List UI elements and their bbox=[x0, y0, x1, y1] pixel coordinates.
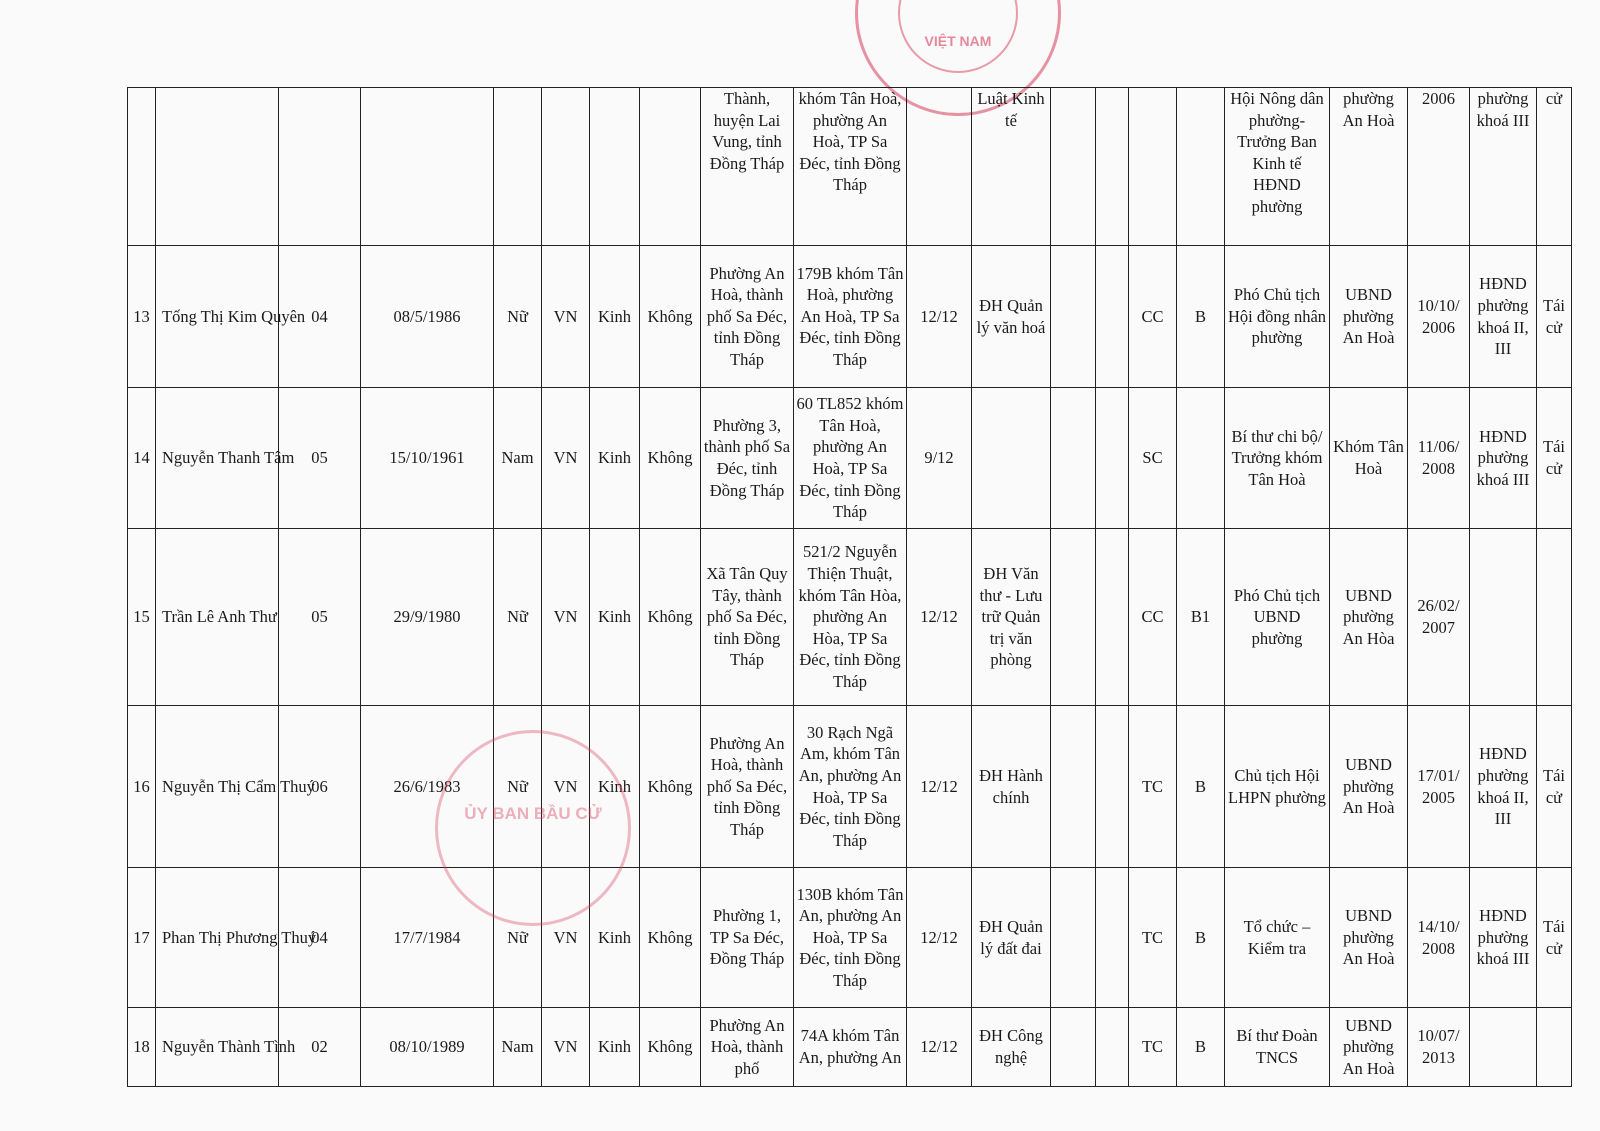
cell-nationality: VN bbox=[542, 706, 590, 868]
cell-specialty: ĐH Công nghệ bbox=[972, 1008, 1051, 1087]
candidate-table bbox=[127, 87, 1572, 1087]
cell-residence: 179B khóm Tân Hoà, phường An Hoà, TP Sa Đéc, tỉnh Đồng Tháp bbox=[794, 246, 907, 388]
cell-code: 05 bbox=[279, 529, 361, 706]
cell-stt: 16 bbox=[128, 706, 156, 868]
cell-political bbox=[1129, 88, 1177, 246]
cell-party-date: 14/10/ 2008 bbox=[1408, 868, 1470, 1008]
cell-name bbox=[156, 88, 279, 246]
cell-political: CC bbox=[1129, 246, 1177, 388]
cell-dob: 29/9/1980 bbox=[361, 529, 494, 706]
cell-ethnicity: Kinh bbox=[590, 388, 640, 529]
cell-hometown: Phường An Hoà, thành phố Sa Đéc, tỉnh Đồng Tháp bbox=[701, 706, 794, 868]
cell-name: Tống Thị Kim Quyên bbox=[156, 246, 279, 388]
cell-col-c bbox=[1051, 246, 1096, 388]
seal-text: VIỆT NAM bbox=[924, 33, 992, 49]
cell-col-c bbox=[1051, 388, 1096, 529]
cell-council: HĐND phường khoá III bbox=[1470, 388, 1537, 529]
cell-position: Hội Nông dân phường- Trưởng Ban Kinh tế HĐND phường bbox=[1225, 88, 1330, 246]
cell-stt bbox=[128, 88, 156, 246]
cell-code bbox=[279, 88, 361, 246]
cell-gender: Nữ bbox=[494, 868, 542, 1008]
cell-ethnicity: Kinh bbox=[590, 1008, 640, 1087]
cell-religion: Không bbox=[640, 868, 701, 1008]
cell-code: 02 bbox=[279, 1008, 361, 1087]
cell-col-c bbox=[1051, 868, 1096, 1008]
cell-council: HĐND phường khoá III bbox=[1470, 868, 1537, 1008]
cell-hometown: Phường An Hoà, thành phố Sa Đéc, tỉnh Đồng Tháp bbox=[701, 246, 794, 388]
cell-residence: 74A khóm Tân An, phường An bbox=[794, 1008, 907, 1087]
cell-col-d bbox=[1096, 246, 1129, 388]
cell-specialty: ĐH Hành chính bbox=[972, 706, 1051, 868]
cell-name: Nguyễn Thanh Tâm bbox=[156, 388, 279, 529]
cell-religion: Không bbox=[640, 529, 701, 706]
cell-col-c bbox=[1051, 88, 1096, 246]
cell-name: Nguyễn Thành Tình bbox=[156, 1008, 279, 1087]
cell-ethnicity: Kinh bbox=[590, 706, 640, 868]
cell-gender bbox=[494, 88, 542, 246]
cell-note: Tái cử bbox=[1537, 246, 1572, 388]
cell-gender: Nam bbox=[494, 388, 542, 529]
cell-council: HĐND phường khoá II, III bbox=[1470, 246, 1537, 388]
cell-nationality: VN bbox=[542, 388, 590, 529]
cell-council bbox=[1470, 529, 1537, 706]
cell-party-date: 10/07/ 2013 bbox=[1408, 1008, 1470, 1087]
cell-ethnicity: Kinh bbox=[590, 868, 640, 1008]
cell-dob: 08/10/1989 bbox=[361, 1008, 494, 1087]
cell-political: TC bbox=[1129, 1008, 1177, 1087]
cell-religion: Không bbox=[640, 1008, 701, 1087]
cell-workplace: Khóm Tân Hoà bbox=[1330, 388, 1408, 529]
cell-stt: 18 bbox=[128, 1008, 156, 1087]
cell-language: B bbox=[1177, 1008, 1225, 1087]
cell-religion: Không bbox=[640, 246, 701, 388]
cell-specialty bbox=[972, 388, 1051, 529]
cell-stt: 17 bbox=[128, 868, 156, 1008]
cell-council bbox=[1470, 1008, 1537, 1087]
cell-code: 06 bbox=[279, 706, 361, 868]
table-row bbox=[128, 246, 1572, 388]
cell-position: Chủ tịch Hội LHPN phường bbox=[1225, 706, 1330, 868]
cell-stt: 14 bbox=[128, 388, 156, 529]
cell-specialty: Luật Kinh tế bbox=[972, 88, 1051, 246]
cell-political: TC bbox=[1129, 706, 1177, 868]
cell-code: 04 bbox=[279, 246, 361, 388]
cell-language: B bbox=[1177, 868, 1225, 1008]
table-row bbox=[128, 388, 1572, 529]
cell-hometown: Phường 3, thành phố Sa Đéc, tỉnh Đồng Tháp bbox=[701, 388, 794, 529]
cell-gender: Nữ bbox=[494, 706, 542, 868]
cell-political: TC bbox=[1129, 868, 1177, 1008]
cell-nationality: VN bbox=[542, 529, 590, 706]
cell-general-edu: 9/12 bbox=[907, 388, 972, 529]
cell-col-d bbox=[1096, 1008, 1129, 1087]
cell-note bbox=[1537, 1008, 1572, 1087]
cell-note: Tái cử bbox=[1537, 868, 1572, 1008]
cell-stt: 15 bbox=[128, 529, 156, 706]
cell-stt: 13 bbox=[128, 246, 156, 388]
cell-language: B bbox=[1177, 246, 1225, 388]
cell-nationality bbox=[542, 88, 590, 246]
cell-residence: khóm Tân Hoà, phường An Hoà, TP Sa Đéc, tỉnh Đồng Tháp bbox=[794, 88, 907, 246]
cell-dob: 17/7/1984 bbox=[361, 868, 494, 1008]
cell-col-d bbox=[1096, 529, 1129, 706]
cell-workplace: UBND phường An Hòa bbox=[1330, 529, 1408, 706]
cell-party-date: 26/02/ 2007 bbox=[1408, 529, 1470, 706]
cell-col-d bbox=[1096, 706, 1129, 868]
cell-gender: Nam bbox=[494, 1008, 542, 1087]
cell-religion bbox=[640, 88, 701, 246]
table-row bbox=[128, 706, 1572, 868]
cell-col-d bbox=[1096, 88, 1129, 246]
cell-political: SC bbox=[1129, 388, 1177, 529]
cell-position: Bí thư chi bộ/ Trưởng khóm Tân Hoà bbox=[1225, 388, 1330, 529]
cell-residence: 130B khóm Tân An, phường An Hoà, TP Sa Đéc, tỉnh Đồng Tháp bbox=[794, 868, 907, 1008]
cell-hometown: Phường 1, TP Sa Đéc, Đồng Tháp bbox=[701, 868, 794, 1008]
cell-party-date: 17/01/ 2005 bbox=[1408, 706, 1470, 868]
table-row bbox=[128, 1008, 1572, 1087]
cell-general-edu: 12/12 bbox=[907, 868, 972, 1008]
cell-name: Nguyễn Thị Cẩm Thuý bbox=[156, 706, 279, 868]
cell-name: Phan Thị Phương Thuý bbox=[156, 868, 279, 1008]
table-row bbox=[128, 529, 1572, 706]
cell-gender: Nữ bbox=[494, 529, 542, 706]
cell-language bbox=[1177, 388, 1225, 529]
cell-specialty: ĐH Văn thư - Lưu trữ Quản trị văn phòng bbox=[972, 529, 1051, 706]
cell-ethnicity: Kinh bbox=[590, 529, 640, 706]
cell-council: HĐND phường khoá II, III bbox=[1470, 706, 1537, 868]
cell-note bbox=[1537, 529, 1572, 706]
cell-ethnicity bbox=[590, 88, 640, 246]
cell-residence: 60 TL852 khóm Tân Hoà, phường An Hoà, TP Sa Đéc, tỉnh Đồng Tháp bbox=[794, 388, 907, 529]
cell-party-date: 11/06/ 2008 bbox=[1408, 388, 1470, 529]
cell-col-c bbox=[1051, 706, 1096, 868]
cell-gender: Nữ bbox=[494, 246, 542, 388]
cell-col-d bbox=[1096, 388, 1129, 529]
cell-note: Tái cử bbox=[1537, 388, 1572, 529]
cell-note: cử bbox=[1537, 88, 1572, 246]
table-row bbox=[128, 868, 1572, 1008]
cell-hometown: Phường An Hoà, thành phố bbox=[701, 1008, 794, 1087]
cell-general-edu: 12/12 bbox=[907, 1008, 972, 1087]
cell-col-c bbox=[1051, 529, 1096, 706]
cell-dob: 26/6/1983 bbox=[361, 706, 494, 868]
cell-language: B1 bbox=[1177, 529, 1225, 706]
cell-position: Bí thư Đoàn TNCS bbox=[1225, 1008, 1330, 1087]
cell-dob: 08/5/1986 bbox=[361, 246, 494, 388]
seal-text: ỦY BAN BẦU CỬ bbox=[464, 804, 602, 823]
cell-nationality: VN bbox=[542, 1008, 590, 1087]
cell-workplace: UBND phường An Hoà bbox=[1330, 1008, 1408, 1087]
table-row bbox=[128, 88, 1572, 246]
cell-workplace: phường An Hoà bbox=[1330, 88, 1408, 246]
cell-position: Tổ chức – Kiểm tra bbox=[1225, 868, 1330, 1008]
cell-col-d bbox=[1096, 868, 1129, 1008]
cell-workplace: UBND phường An Hoà bbox=[1330, 868, 1408, 1008]
cell-name: Trần Lê Anh Thư bbox=[156, 529, 279, 706]
cell-residence: 521/2 Nguyễn Thiện Thuật, khóm Tân Hòa, phường An Hòa, TP Sa Đéc, tỉnh Đồng Tháp bbox=[794, 529, 907, 706]
cell-dob bbox=[361, 88, 494, 246]
cell-hometown: Thành, huyện Lai Vung, tỉnh Đồng Tháp bbox=[701, 88, 794, 246]
cell-party-date: 2006 bbox=[1408, 88, 1470, 246]
cell-specialty: ĐH Quản lý văn hoá bbox=[972, 246, 1051, 388]
cell-general-edu bbox=[907, 88, 972, 246]
cell-specialty: ĐH Quản lý đất đai bbox=[972, 868, 1051, 1008]
cell-residence: 30 Rạch Ngã Am, khóm Tân An, phường An Hoà, TP Sa Đéc, tỉnh Đồng Tháp bbox=[794, 706, 907, 868]
cell-ethnicity: Kinh bbox=[590, 246, 640, 388]
cell-religion: Không bbox=[640, 388, 701, 529]
cell-note: Tái cử bbox=[1537, 706, 1572, 868]
cell-council: phường khoá III bbox=[1470, 88, 1537, 246]
cell-position: Phó Chủ tịch UBND phường bbox=[1225, 529, 1330, 706]
cell-party-date: 10/10/ 2006 bbox=[1408, 246, 1470, 388]
cell-nationality: VN bbox=[542, 868, 590, 1008]
cell-position: Phó Chủ tịch Hội đồng nhân phường bbox=[1225, 246, 1330, 388]
cell-dob: 15/10/1961 bbox=[361, 388, 494, 529]
cell-political: CC bbox=[1129, 529, 1177, 706]
cell-code: 04 bbox=[279, 868, 361, 1008]
cell-workplace: UBND phường An Hoà bbox=[1330, 706, 1408, 868]
cell-language bbox=[1177, 88, 1225, 246]
election-seal bbox=[435, 730, 631, 926]
cell-general-edu: 12/12 bbox=[907, 529, 972, 706]
cell-general-edu: 12/12 bbox=[907, 246, 972, 388]
cell-language: B bbox=[1177, 706, 1225, 868]
cell-workplace: UBND phường An Hoà bbox=[1330, 246, 1408, 388]
cell-hometown: Xã Tân Quy Tây, thành phố Sa Đéc, tỉnh Đồng Tháp bbox=[701, 529, 794, 706]
cell-col-c bbox=[1051, 1008, 1096, 1087]
cell-religion: Không bbox=[640, 706, 701, 868]
cell-general-edu: 12/12 bbox=[907, 706, 972, 868]
cell-code: 05 bbox=[279, 388, 361, 529]
cell-nationality: VN bbox=[542, 246, 590, 388]
